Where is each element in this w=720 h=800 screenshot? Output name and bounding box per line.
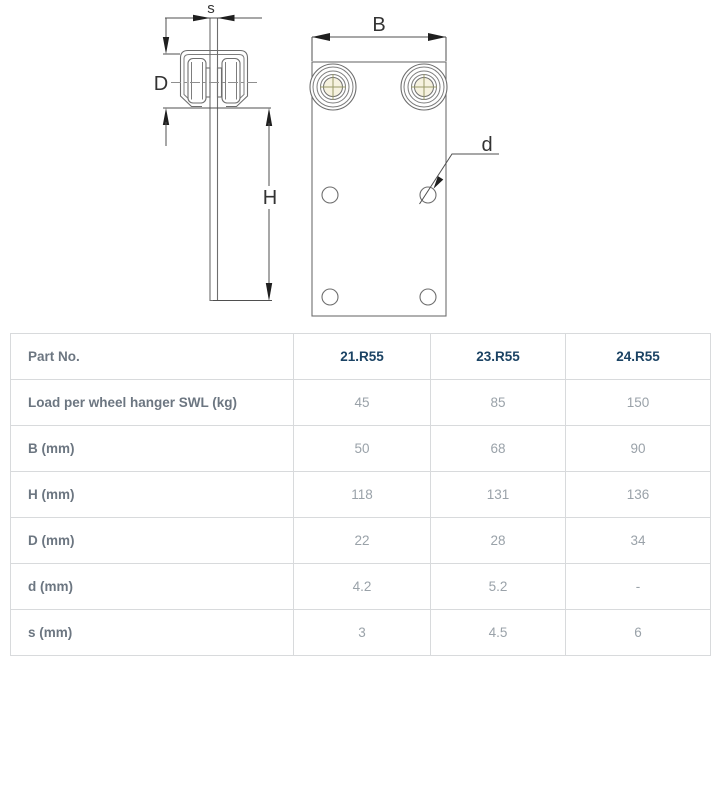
cell-value: 6 [566, 610, 711, 656]
dim-label-s: s [207, 0, 215, 17]
cell-value: 45 [294, 380, 431, 426]
spec-table [10, 333, 711, 656]
side-view [154, 0, 277, 301]
dim-label-d: d [481, 134, 493, 156]
dimension-s [165, 0, 262, 21]
part-no-column: 23.R55 [431, 334, 566, 380]
cell-value: 4.2 [294, 564, 431, 610]
row-label: B (mm) [11, 426, 294, 472]
table-row [11, 564, 711, 610]
dimension-H [213, 108, 277, 301]
front-view [310, 14, 499, 316]
mounting-hole [322, 187, 338, 203]
table-row [11, 426, 711, 472]
cell-value: 4.5 [431, 610, 566, 656]
row-label: s (mm) [11, 610, 294, 656]
mounting-hole [420, 289, 436, 305]
cell-value: 90 [566, 426, 711, 472]
table-row [11, 380, 711, 426]
cell-value: - [566, 564, 711, 610]
dimension-B [312, 14, 446, 61]
cell-value: 22 [294, 518, 431, 564]
dim-label-B: B [372, 14, 386, 36]
table-header-label: Part No. [11, 334, 294, 380]
dim-label-D: D [153, 73, 169, 95]
cell-value: 118 [294, 472, 431, 518]
cell-value: 68 [431, 426, 566, 472]
cell-value: 131 [431, 472, 566, 518]
cell-value: 50 [294, 426, 431, 472]
table-header-row [11, 334, 711, 380]
cell-value: 28 [431, 518, 566, 564]
cell-value: 5.2 [431, 564, 566, 610]
table-row [11, 518, 711, 564]
technical-drawing [0, 0, 720, 332]
wheel-left [310, 64, 356, 110]
row-label: d (mm) [11, 564, 294, 610]
row-label: D (mm) [11, 518, 294, 564]
hanger-strap [210, 19, 218, 301]
cell-value: 150 [566, 380, 711, 426]
wheel-right [401, 64, 447, 110]
roller-left [188, 59, 206, 104]
table-row [11, 610, 711, 656]
cell-value: 85 [431, 380, 566, 426]
roller-right [222, 59, 240, 104]
dim-label-H: H [262, 187, 278, 209]
mounting-hole [322, 289, 338, 305]
part-no-column: 21.R55 [294, 334, 431, 380]
row-label: H (mm) [11, 472, 294, 518]
part-no-column: 24.R55 [566, 334, 711, 380]
table-row [11, 472, 711, 518]
mounting-hole [420, 187, 436, 203]
row-label: Load per wheel hanger SWL (kg) [11, 380, 294, 426]
cell-value: 136 [566, 472, 711, 518]
cell-value: 34 [566, 518, 711, 564]
cell-value: 3 [294, 610, 431, 656]
